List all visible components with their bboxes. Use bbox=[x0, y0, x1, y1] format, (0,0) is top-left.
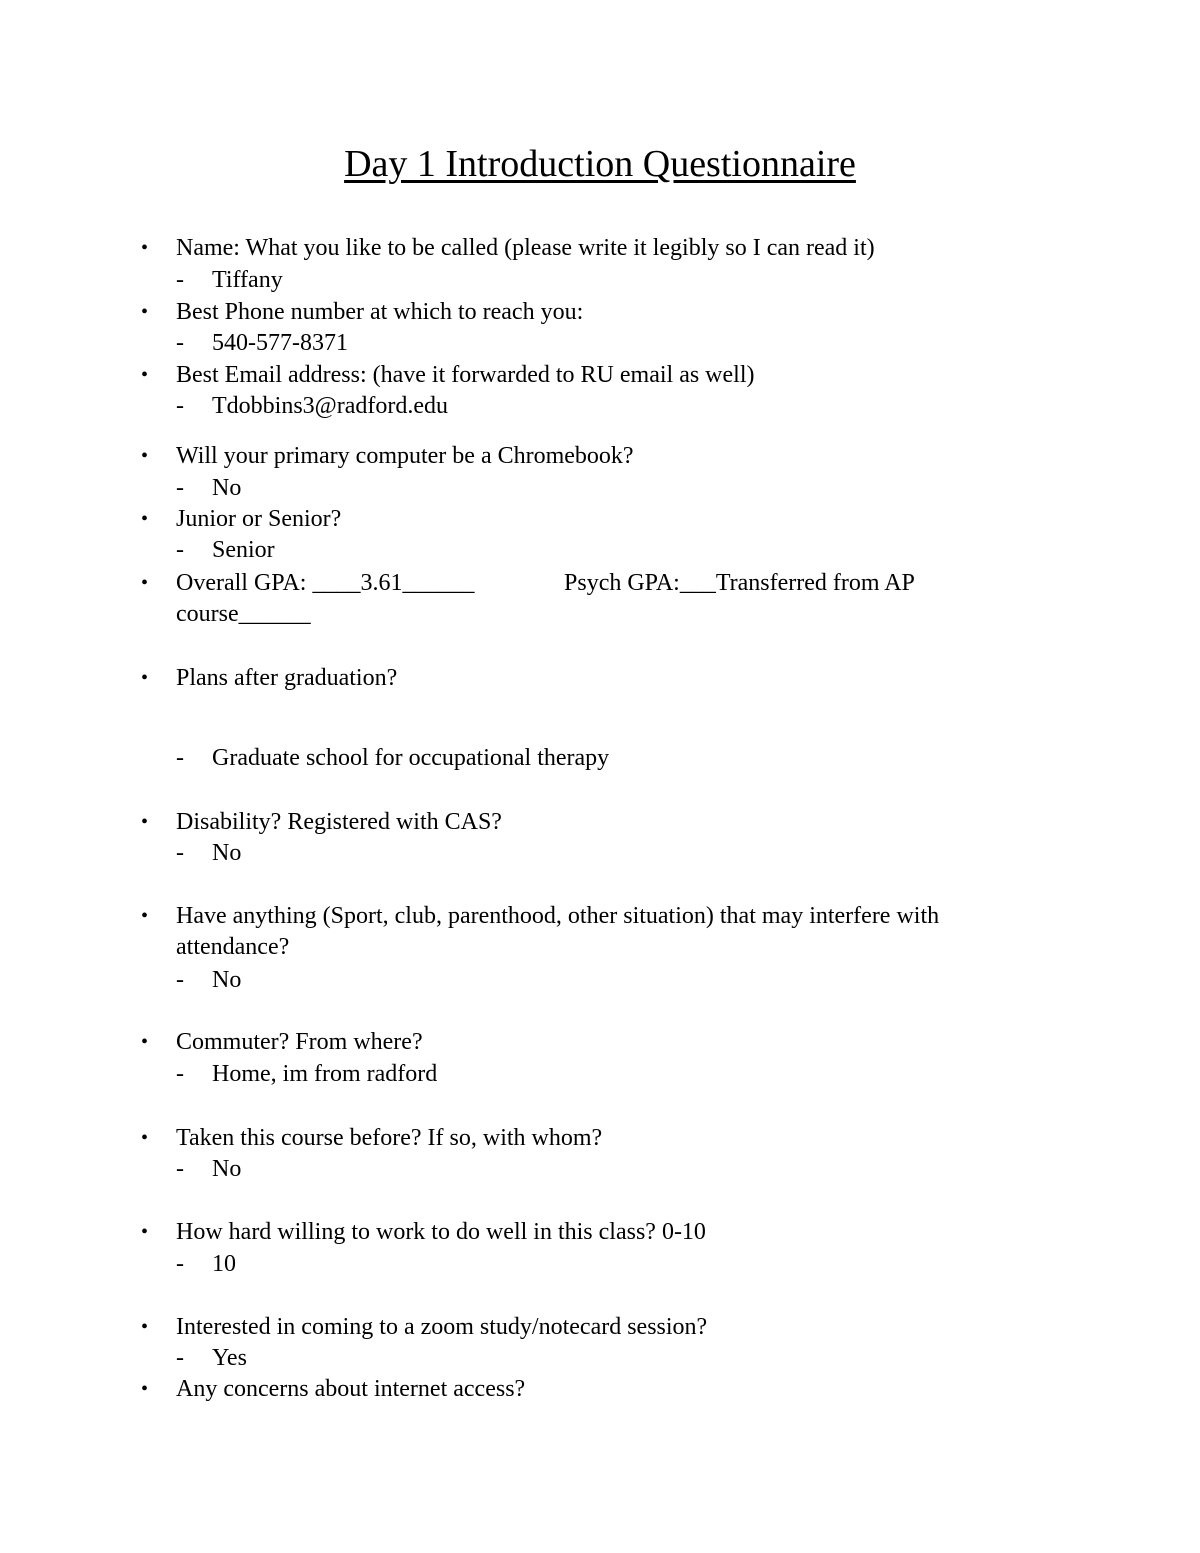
question-zoom-session: Interested in coming to a zoom study/notecard session? bbox=[176, 1314, 708, 1340]
answer-attendance: No bbox=[212, 967, 242, 993]
dash-icon: - bbox=[176, 1345, 184, 1371]
answer-effort: 10 bbox=[212, 1251, 236, 1277]
question-psych-gpa: Psych GPA:___Transferred from AP bbox=[564, 570, 915, 596]
bullet-icon: • bbox=[141, 667, 149, 689]
question-plans: Plans after graduation? bbox=[176, 665, 398, 691]
dash-icon: - bbox=[176, 840, 184, 866]
dash-icon: - bbox=[176, 537, 184, 563]
answer-chromebook: No bbox=[212, 475, 242, 501]
question-chromebook: Will your primary computer be a Chromebook? bbox=[176, 443, 634, 469]
question-phone: Best Phone number at which to reach you: bbox=[176, 299, 584, 325]
answer-taken-before: No bbox=[212, 1156, 242, 1182]
answer-disability: No bbox=[212, 840, 242, 866]
dash-icon: - bbox=[176, 745, 184, 771]
answer-plans: Graduate school for occupational therapy bbox=[212, 745, 610, 771]
answer-email: Tdobbins3@radford.edu bbox=[212, 393, 449, 419]
question-disability: Disability? Registered with CAS? bbox=[176, 809, 502, 835]
question-attendance: Have anything (Sport, club, parenthood, other situation) that may interfere with bbox=[176, 903, 940, 929]
dash-icon: - bbox=[176, 1061, 184, 1087]
question-overall-gpa: Overall GPA: ____3.61______ bbox=[176, 570, 475, 596]
bullet-icon: • bbox=[141, 508, 149, 530]
dash-icon: - bbox=[176, 267, 184, 293]
bullet-icon: • bbox=[141, 1221, 149, 1243]
bullet-icon: • bbox=[141, 1378, 149, 1400]
answer-name: Tiffany bbox=[212, 267, 283, 293]
answer-class-year: Senior bbox=[212, 537, 275, 563]
bullet-icon: • bbox=[141, 811, 149, 833]
bullet-icon: • bbox=[141, 364, 149, 386]
dash-icon: - bbox=[176, 1251, 184, 1277]
dash-icon: - bbox=[176, 330, 184, 356]
question-taken-before: Taken this course before? If so, with whom? bbox=[176, 1125, 603, 1151]
bullet-icon: • bbox=[141, 301, 149, 323]
dash-icon: - bbox=[176, 967, 184, 993]
dash-icon: - bbox=[176, 1156, 184, 1182]
bullet-icon: • bbox=[141, 1127, 149, 1149]
page-title: Day 1 Introduction Questionnaire bbox=[344, 143, 856, 185]
question-name: Name: What you like to be called (please write it legibly so I can read it) bbox=[176, 235, 875, 261]
bullet-icon: • bbox=[141, 237, 149, 259]
question-internet: Any concerns about internet access? bbox=[176, 1376, 526, 1402]
answer-zoom-session: Yes bbox=[212, 1345, 247, 1371]
dash-icon: - bbox=[176, 475, 184, 501]
question-psych-gpa-cont: course______ bbox=[176, 601, 311, 627]
question-attendance-cont: attendance? bbox=[176, 934, 290, 960]
bullet-icon: • bbox=[141, 905, 149, 927]
question-commuter: Commuter? From where? bbox=[176, 1029, 423, 1055]
bullet-icon: • bbox=[141, 572, 149, 594]
bullet-icon: • bbox=[141, 1031, 149, 1053]
bullet-icon: • bbox=[141, 445, 149, 467]
answer-phone: 540-577-8371 bbox=[212, 330, 348, 356]
question-effort: How hard willing to work to do well in this class? 0-10 bbox=[176, 1219, 706, 1245]
dash-icon: - bbox=[176, 393, 184, 419]
question-class-year: Junior or Senior? bbox=[176, 506, 342, 532]
question-email: Best Email address: (have it forwarded to RU email as well) bbox=[176, 362, 755, 388]
bullet-icon: • bbox=[141, 1316, 149, 1338]
answer-commuter: Home, im from radford bbox=[212, 1061, 438, 1087]
